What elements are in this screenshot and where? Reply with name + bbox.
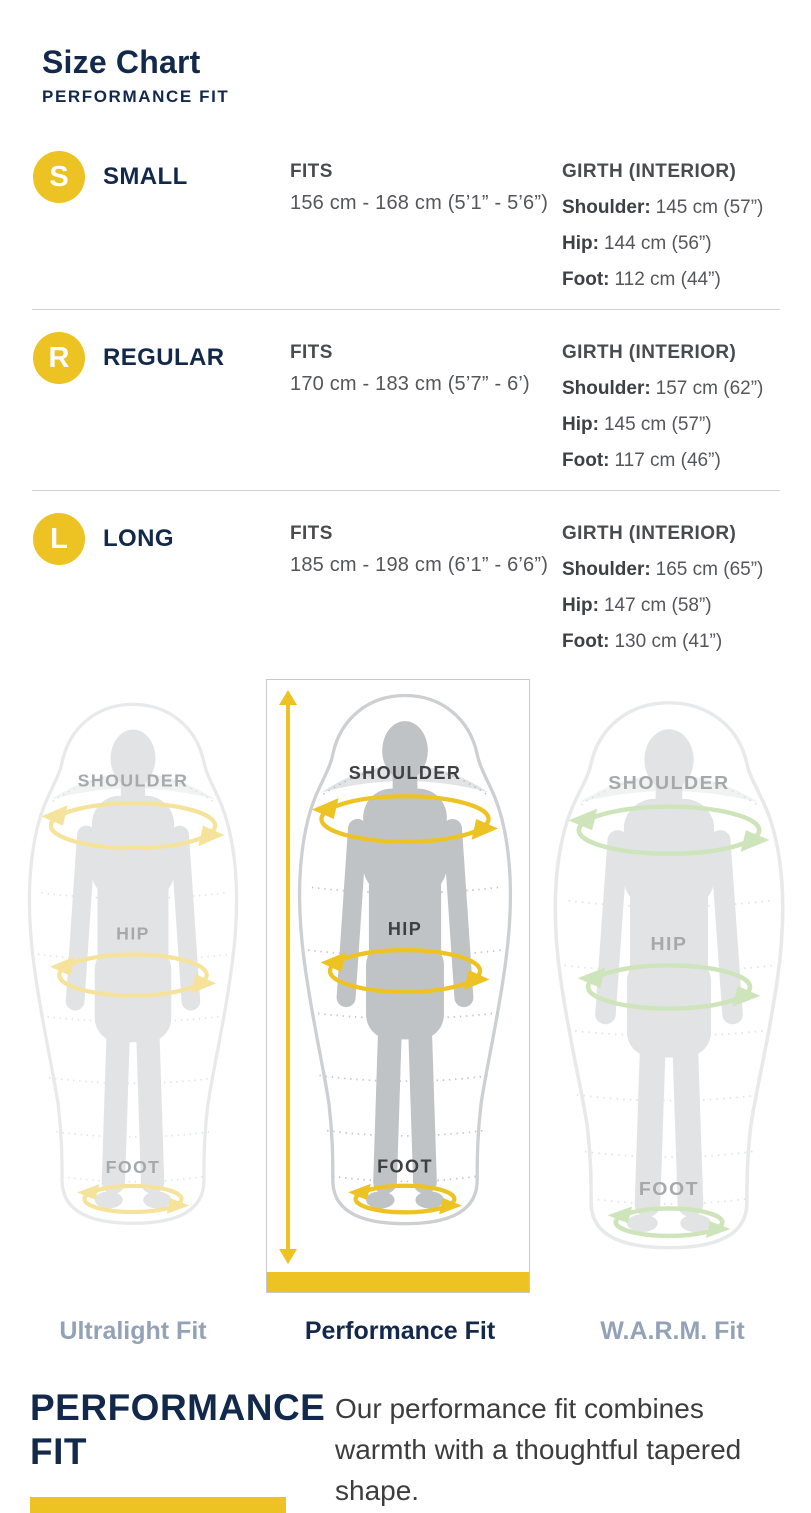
footer-heading-block [30,1386,335,1513]
ultralight-bag-diagram [21,695,245,1255]
foot-girth-label: FOOT [377,1156,433,1177]
size-badge-long [33,513,85,565]
fit-tab-warm[interactable]: W.A.R.M. Fit [600,1317,745,1345]
page-title: Size Chart [42,44,201,80]
size-badge-small [33,151,85,203]
fit-tab-performance[interactable]: Performance Fit [304,1317,496,1345]
page-header [0,0,811,107]
fits-header: FITS [290,342,333,363]
size-name-regular: REGULAR [103,344,225,371]
size-row-regular [0,310,811,490]
fits-header: FITS [290,523,333,544]
performance-bag-diagram [291,686,519,1256]
girth-foot: Foot: 112 cm (44”) [562,269,721,290]
size-name-long: LONG [103,525,174,552]
size-letter: L [50,522,68,555]
warm-bag-diagram [546,693,792,1281]
shoulder-girth-label: SHOULDER [607,773,730,794]
girth-header: GIRTH (INTERIOR) [562,161,737,182]
foot-girth-label: FOOT [105,1156,161,1177]
size-row-small [0,129,811,309]
girth-hip: Hip: 144 cm (56”) [562,233,712,254]
footer-description: Our performance fit combines warmth with a thoughtful tapered shape. [335,1393,742,1507]
size-table [0,129,811,671]
figure-warm-fit [530,679,807,1295]
fit-tab-ultralight[interactable]: Ultralight Fit [59,1317,207,1345]
girth-shoulder: Shoulder: 165 cm (65”) [562,559,764,580]
footer-accent-bar [30,1497,286,1513]
shoulder-girth-label: SHOULDER [77,770,189,791]
size-letter: S [49,160,69,193]
girth-foot: Foot: 130 cm (41”) [562,631,723,652]
hip-girth-label: HIP [387,918,423,939]
girth-shoulder: Shoulder: 157 cm (62”) [562,378,764,399]
hip-girth-label: HIP [116,923,150,944]
performance-accent-bar [267,1272,529,1292]
figure-performance-fit [266,679,530,1293]
fits-value: 170 cm - 183 cm (5’7” - 6’) [290,373,530,395]
footer-heading-line2: FIT [30,1430,87,1472]
figure-ultralight-fit [0,679,266,1295]
fits-value: 156 cm - 168 cm (5’1” - 5’6”) [290,192,549,214]
footer-heading-line1: PERFORMANCE [30,1387,326,1428]
fit-labels-row [0,1317,811,1346]
size-letter: R [48,341,70,374]
girth-hip: Hip: 147 cm (58”) [562,595,712,616]
fit-figures [0,679,811,1295]
size-row-long [0,491,811,671]
girth-shoulder: Shoulder: 145 cm (57”) [562,197,764,218]
size-name-small: SMALL [103,163,188,190]
fits-header: FITS [290,161,333,182]
hip-girth-label: HIP [649,934,688,955]
foot-girth-label: FOOT [638,1179,699,1200]
page-subtitle: PERFORMANCE FIT [42,87,230,106]
girth-foot: Foot: 117 cm (46”) [562,450,721,471]
girth-header: GIRTH (INTERIOR) [562,342,737,363]
size-badge-regular [33,332,85,384]
fits-value: 185 cm - 198 cm (6’1” - 6’6”) [290,554,549,576]
shoulder-girth-label: SHOULDER [348,763,462,784]
girth-header: GIRTH (INTERIOR) [562,523,737,544]
girth-hip: Hip: 145 cm (57”) [562,414,712,435]
footer-section [0,1346,811,1513]
